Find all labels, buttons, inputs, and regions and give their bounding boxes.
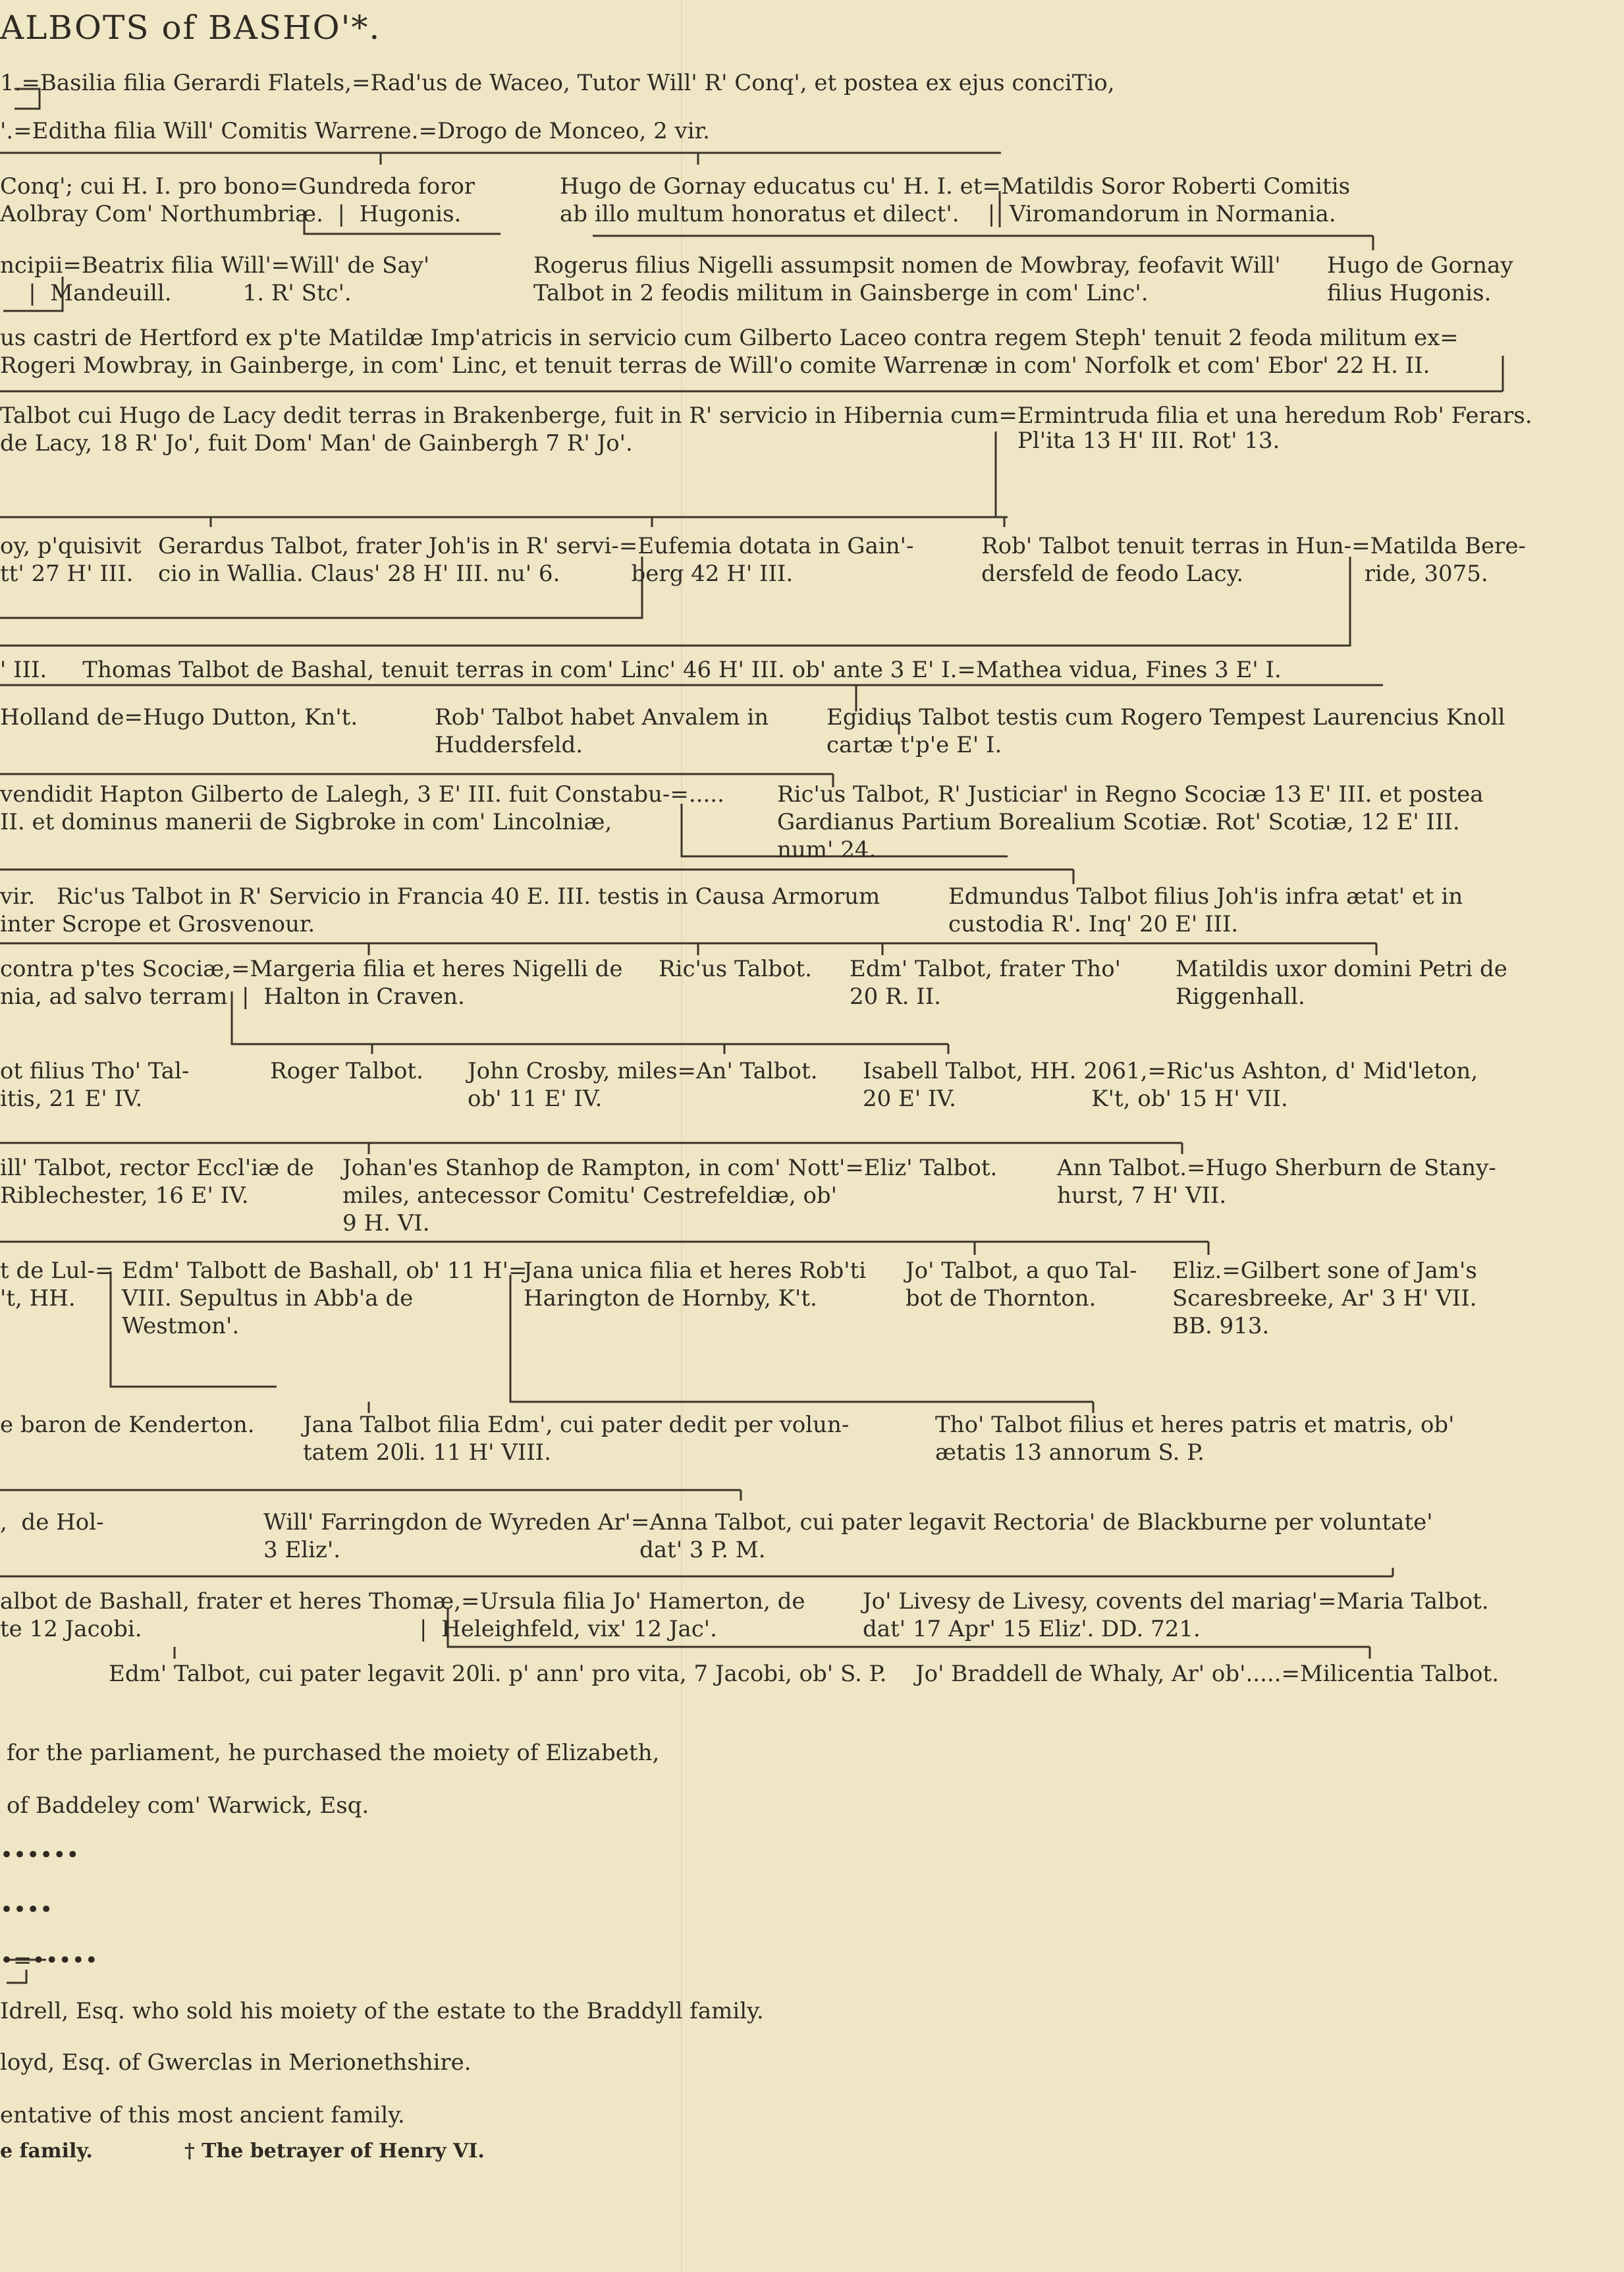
pedigree-entry [981, 532, 1526, 588]
pedigree-entry [0, 656, 1282, 684]
pedigree-entry-line: 9 H. VI. [342, 1210, 430, 1236]
pedigree-entry [468, 1057, 818, 1113]
pedigree-entry [0, 402, 1532, 457]
pedigree-entry-line: Jo' Talbot, a quo Tal- [906, 1258, 1137, 1284]
pedigree-entry [158, 532, 913, 588]
pedigree-entry [0, 781, 724, 836]
pedigree-entry-line: ill' Talbot, rector Eccl'iæ de [0, 1155, 314, 1181]
pedigree-entry-line: '.=Editha filia Will' Comitis Warrene.=Drogo de Monceo, 2 vir. [0, 118, 710, 144]
pedigree-entry-line: Tho' Talbot filius et heres patris et matris, ob' [935, 1412, 1455, 1438]
pedigree-entry-line: ab illo multum honoratus et dilect'. | Viromandorum in Normania. [560, 201, 1336, 227]
pedigree-entry-line: dersfeld de feodo Lacy. ride, 3075. [981, 561, 1488, 587]
pedigree-entry-line: Hugo de Gornay [1327, 252, 1513, 279]
pedigree-entry-line: custodia R'. Inq' 20 E' III. [948, 911, 1239, 937]
pedigree-entry-line: 20 E' IV. K't, ob' 15 H' VII. [863, 1086, 1288, 1112]
pedigree-entry-line: Gardianus Partium Borealium Scotiæ. Rot' Scotiæ, 12 E' III. [777, 809, 1460, 835]
pedigree-entry-line: Huddersfeld. [435, 732, 583, 758]
footnote-left: e family. [0, 2140, 93, 2163]
pedigree-entry-line: Rogerus filius Nigelli assumpsit nomen de Mowbray, feofavit Will' [533, 252, 1281, 279]
pedigree-entry [1327, 252, 1513, 307]
pedigree-entry [915, 1660, 1499, 1688]
pedigree-entry [1017, 427, 1280, 455]
pedigree-entry-line: Ann Talbot.=Hugo Sherburn de Stany- [1057, 1155, 1496, 1181]
pedigree-entry [270, 1057, 423, 1085]
pedigree-entry-line: II. et dominus manerii de Sigbroke in com' Lincolniæ, [0, 809, 612, 835]
pedigree-entry-line: dat' 17 Apr' 15 Eliz'. DD. 721. [863, 1616, 1201, 1642]
pedigree-entry-line: Riggenhall. [1176, 984, 1305, 1010]
pedigree-entry [1057, 1154, 1496, 1209]
pedigree-entry [342, 1154, 997, 1237]
pedigree-entry [0, 955, 623, 1011]
pedigree-entry-line: Talbot cui Hugo de Lacy dedit terras in Brakenberge, fuit in R' servicio in Hibernia cum=Ermintruda filia et una heredum Rob' Ferars. [0, 402, 1532, 429]
pedigree-entry [850, 955, 1121, 1011]
pedigree-entry-line: te 12 Jacobi. | Heleighfeld, vix' 12 Jac'. [0, 1616, 717, 1642]
pedigree-entry-line: 3 Eliz'. dat' 3 P. M. [263, 1537, 766, 1563]
pedigree-entry-line: vir. Ric'us Talbot in R' Servicio in Francia 40 E. III. testis in Causa Armorum [0, 883, 880, 910]
pedigree-entry-line: hurst, 7 H' VII. [1057, 1182, 1227, 1209]
pedigree-entry-line: contra p'tes Scociæ,=Margeria filia et heres Nigelli de [0, 956, 623, 982]
family-note-line: •=••••• [0, 1947, 98, 1974]
pedigree-entry-line: Jo' Livesy de Livesy, covents del mariag'=Maria Talbot. [863, 1588, 1489, 1615]
pedigree-entry [0, 252, 429, 307]
pedigree-entry [777, 781, 1484, 864]
pedigree-entry [906, 1257, 1137, 1312]
pedigree-entry [0, 173, 475, 228]
pedigree-entry-line: Jana unica filia et heres Rob'ti [524, 1258, 867, 1284]
pedigree-entry-line: num' 24. [777, 837, 877, 863]
pedigree-entry-line: John Crosby, miles=An' Talbot. [468, 1058, 818, 1084]
pedigree-entry [0, 117, 710, 145]
pedigree-entry [0, 1257, 114, 1312]
family-note-line: •••• [0, 1897, 53, 1923]
pedigree-entry-line: VIII. Sepultus in Abb'a de [122, 1285, 414, 1312]
pedigree-entry-line: ot filius Tho' Tal- [0, 1058, 190, 1084]
pedigree-entry-line: Jo' Braddell de Whaly, Ar' ob'.....=Milicentia Talbot. [915, 1661, 1500, 1687]
pedigree-entry-line: e baron de Kenderton. [0, 1412, 255, 1438]
pedigree-entry [0, 1509, 104, 1536]
pedigree-entry [1172, 1257, 1477, 1340]
family-note-line: loyd, Esq. of Gwerclas in Merionethshire. [0, 2049, 472, 2076]
pedigree-entry-line: Edmundus Talbot filius Joh'is infra ætat' et in [948, 883, 1463, 910]
pedigree-entry-line: Ric'us Talbot. [659, 956, 812, 982]
pedigree-entry [0, 704, 358, 731]
pedigree-entry-line: de Lacy, 18 R' Jo', fuit Dom' Man' de Gainbergh 7 R' Jo'. [0, 430, 633, 457]
pedigree-entry [435, 704, 769, 759]
pedigree-entry-line: Edm' Talbot, frater Tho' [850, 956, 1122, 982]
pedigree-entry-line: BB. 913. [1172, 1313, 1270, 1339]
pedigree-entry [659, 955, 812, 983]
family-note-line: Idrell, Esq. who sold his moiety of the estate to the Braddyll family. [0, 1998, 764, 2024]
pedigree-entry-line: Edm' Talbott de Bashall, ob' 11 H'= [122, 1258, 528, 1284]
pedigree-entry-line: inter Scrope et Grosvenour. [0, 911, 315, 937]
family-note-line: entative of this most ancient family. [0, 2102, 405, 2128]
pedigree-entry-line: 20 R. II. [850, 984, 941, 1010]
pedigree-entry [0, 883, 880, 938]
pedigree-entry-line: tt' 27 H' III. [0, 561, 134, 587]
pedigree-entry-line: Hugo de Gornay educatus cu' H. I. et=Matildis Soror Roberti Comitis [560, 173, 1351, 200]
pedigree-entry-line: Westmon'. [122, 1313, 240, 1339]
pedigree-entry-line: miles, antecessor Comitu' Cestrefeldiæ, ob' [342, 1182, 838, 1209]
pedigree-entry [0, 324, 1459, 379]
pedigree-entry-line: ætatis 13 annorum S. P. [935, 1439, 1204, 1466]
pedigree-entry [303, 1411, 849, 1466]
page-title: ALBOTS of BASHO'*. [0, 9, 381, 47]
pedigree-entry [863, 1057, 1478, 1113]
pedigree-entry-line: Talbot in 2 feodis militum in Gainsberge in com' Linc'. [533, 280, 1149, 306]
pedigree-entry-line: Ric'us Talbot, R' Justiciar' in Regno Scociæ 13 E' III. et postea [777, 781, 1484, 808]
pedigree-entry-line: Conq'; cui H. I. pro bono=Gundreda foror [0, 173, 475, 200]
pedigree-entry [524, 1257, 866, 1312]
pedigree-entry-line: 't, HH. [0, 1285, 76, 1312]
pedigree-entry-line: Eliz.=Gilbert sone of Jam's [1172, 1258, 1477, 1284]
pedigree-entry-line: Edm' Talbot, cui pater legavit 20li. p' ann' pro vita, 7 Jacobi, ob' S. P. [109, 1661, 887, 1687]
pedigree-entry-line: ob' 11 E' IV. [468, 1086, 603, 1112]
pedigree-entry-line: Isabell Talbot, HH. 2061,=Ric'us Ashton, d' Mid'leton, [863, 1058, 1478, 1084]
pedigree-entry-line: tatem 20li. 11 H' VIII. [303, 1439, 551, 1466]
pedigree-entry-line: Rob' Talbot habet Anvalem in [435, 704, 769, 731]
pedigree-entry-line: ' III. Thomas Talbot de Bashal, tenuit terras in com' Linc' 46 H' III. ob' ante 3 E' I.=Mathea vidua, Fines 3 E' I. [0, 657, 1282, 683]
pedigree-entry [109, 1660, 886, 1688]
pedigree-entry-line: Roger Talbot. [270, 1058, 423, 1084]
family-note-line: •••••• [0, 1842, 80, 1868]
pedigree-entry-line: itis, 21 E' IV. [0, 1086, 143, 1112]
pedigree-entry-line: Harington de Hornby, K't. [524, 1285, 817, 1312]
pedigree-entry-line: Egidius Talbot testis cum Rogero Tempest Laurencius Knoll [826, 704, 1505, 731]
pedigree-entry-line: bot de Thornton. [906, 1285, 1096, 1312]
pedigree-entry-line: nia, ad salvo terram | Halton in Craven. [0, 984, 465, 1010]
pedigree-entry-line: t de Lul-= [0, 1258, 114, 1284]
pedigree-entry-line: Rob' Talbot tenuit terras in Hun-=Matilda Bere- [981, 533, 1526, 559]
pedigree-entry [263, 1509, 1433, 1564]
pedigree-entry [1176, 955, 1507, 1011]
pedigree-entry-line: , de Hol- [0, 1509, 104, 1536]
pedigree-entry-line: oy, p'quisivit [0, 533, 142, 559]
pedigree-entry-line: filius Hugonis. [1327, 280, 1492, 306]
pedigree-entry [0, 532, 142, 588]
pedigree-entry-line: Holland de=Hugo Dutton, Kn't. [0, 704, 358, 731]
pedigree-entry-line: vendidit Hapton Gilberto de Lalegh, 3 E' III. fuit Constabu-=..... [0, 781, 724, 808]
family-note-line: for the parliament, he purchased the moiety of Elizabeth, [7, 1740, 660, 1766]
pedigree-entry [935, 1411, 1455, 1466]
family-note-line: of Baddeley com' Warwick, Esq. [7, 1792, 369, 1819]
pedigree-entry-line: us castri de Hertford ex p'te Matildæ Imp'atricis in servicio cum Gilberto Laceo contra regem Steph' tenuit 2 feoda militum ex= [0, 325, 1459, 351]
pedigree-entry-line: Matildis uxor domini Petri de [1176, 956, 1507, 982]
pedigree-entry [122, 1257, 527, 1340]
pedigree-entry-line: cartæ t'p'e E' I. [826, 732, 1002, 758]
pedigree-entry-line: | Mandeuill. 1. R' Stc'. [0, 280, 352, 306]
footnote-betrayer: † The betrayer of Henry VI. [184, 2140, 485, 2163]
pedigree-entry-line: Aolbray Com' Northumbriæ. | Hugonis. [0, 201, 462, 227]
pedigree-entry-line: 1.=Basilia filia Gerardi Flatels,=Rad'us de Waceo, Tutor Will' R' Conq', et postea ex ejus conciTio, [0, 70, 1115, 96]
pedigree-entry-line: Gerardus Talbot, frater Joh'is in R' servi-=Eufemia dotata in Gain'- [158, 533, 914, 559]
pedigree-entry [863, 1588, 1489, 1643]
pedigree-entry-line: albot de Bashall, frater et heres Thomæ,=Ursula filia Jo' Hamerton, de [0, 1588, 805, 1615]
pedigree-entry-line: cio in Wallia. Claus' 28 H' III. nu' 6. berg 42 H' III. [158, 561, 794, 587]
pedigree-entry-line: Will' Farringdon de Wyreden Ar'=Anna Talbot, cui pater legavit Rectoria' de Blackburne per voluntate' [263, 1509, 1433, 1536]
pedigree-entry [533, 252, 1281, 307]
pedigree-entry-line: Jana Talbot filia Edm', cui pater dedit per volun- [303, 1412, 850, 1438]
pedigree-entry [0, 69, 1115, 97]
pedigree-entry-line: Riblechester, 16 E' IV. [0, 1182, 249, 1209]
pedigree-entry [0, 1588, 805, 1643]
pedigree-entry-line: Johan'es Stanhop de Rampton, in com' Nott'=Eliz' Talbot. [342, 1155, 998, 1181]
pedigree-entry-line: Scaresbreeke, Ar' 3 H' VII. [1172, 1285, 1477, 1312]
pedigree-entry [560, 173, 1350, 228]
pedigree-entry [0, 1057, 189, 1113]
pedigree-entry-line: Pl'ita 13 H' III. Rot' 13. [1017, 428, 1280, 454]
pedigree-entry [0, 1411, 255, 1439]
pedigree-entry-line: ncipii=Beatrix filia Will'=Will' de Say' [0, 252, 430, 279]
pedigree-entry [0, 1154, 314, 1209]
pedigree-entry [826, 704, 1505, 759]
pedigree-entry [948, 883, 1463, 938]
pedigree-entry-line: Rogeri Mowbray, in Gainberge, in com' Linc, et tenuit terras de Will'o comite Warrenæ in com' Norfolk et com' Ebor' 22 H. II. [0, 352, 1430, 379]
